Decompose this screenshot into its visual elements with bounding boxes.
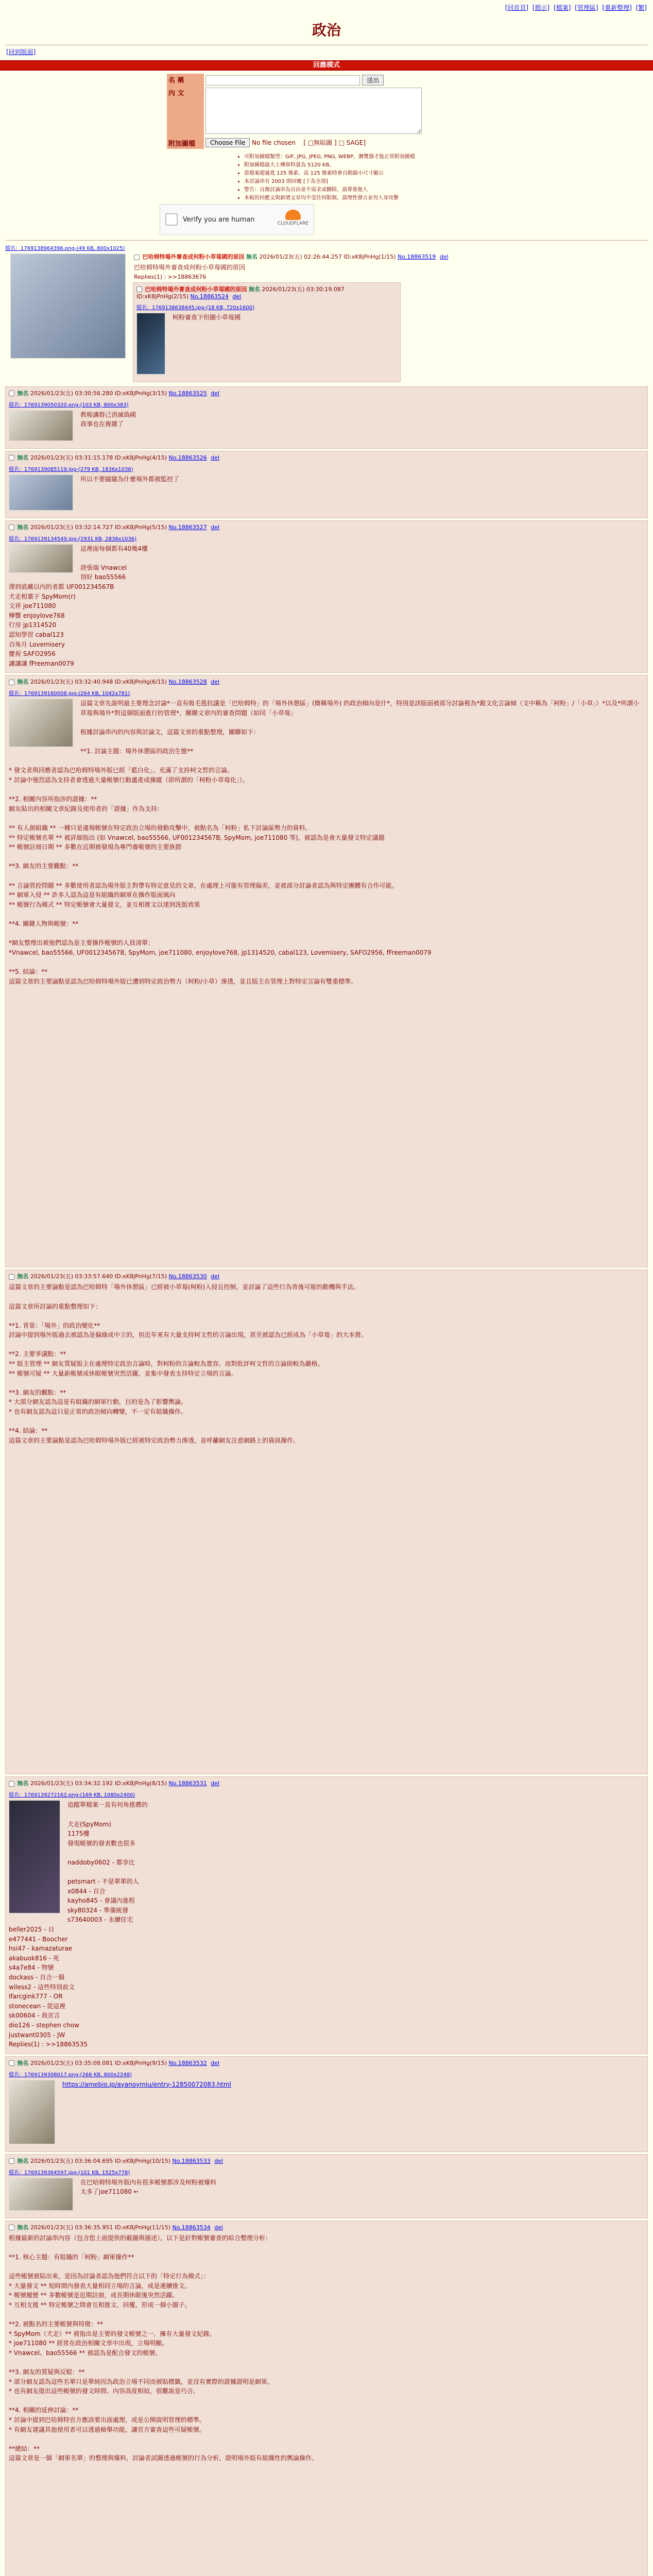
reply-post-number[interactable]: No.18863528 [168,679,207,686]
rule-item: • 本討論串有 2003 則回覆 [下為全部] [244,177,486,184]
post-mode-bar: 回應模式 [0,60,653,71]
reply-poster-id: ID:xK8jPnHg(2/15) [136,293,189,300]
reply-post-number[interactable]: No.18863530 [168,1273,207,1280]
sage-checkbox[interactable]: □ SAGE] [338,139,366,146]
op-poster-id: ID:xK8jPnHg(1/15) [343,253,396,260]
rule-item: • 警告：自創討論串為自由並不需求或刪除，請尊重他人 [244,185,486,193]
reply-delete-checkbox[interactable] [9,2158,14,2164]
reply-post-number[interactable]: No.18863533 [172,2157,211,2164]
reply-delete-checkbox[interactable] [9,455,14,461]
reply-header [9,389,644,397]
nav-link-traditional[interactable]: [繁] [635,4,647,11]
reply-delete-link[interactable]: del [211,389,220,397]
reply-file-link[interactable]: 檔名：1769139364597.jpg-(101 KB, 1525x778) [9,2170,130,2176]
reply-poster-name: 無名 [17,1273,29,1280]
reply-thumbnail[interactable] [9,544,73,573]
op-post-number[interactable]: No.18863519 [398,253,436,260]
external-link[interactable]: https://amebio.jp/ayanoymiu/entry-12850072083.html [62,2080,231,2088]
reply-post-number[interactable]: No.18863532 [168,2059,207,2066]
choose-file-button[interactable]: Choose File [205,138,250,147]
board-title: 政治 [312,22,341,39]
reply-date: 2026/01/23(五) 03:34:32.192 [30,1780,113,1787]
reply-post [5,1776,648,2054]
reply-header [9,677,644,686]
reply-file-info [9,465,644,472]
reply-poster-name: 無名 [17,523,29,531]
rule-item: • 本板的回應文與新增文章均不受任何限制，請理性發言並勿人身攻擊 [244,193,486,201]
nav-link-home[interactable]: [回首頁] [505,4,528,11]
op-delete-link[interactable]: del [439,253,449,260]
no-image-checkbox[interactable]: [ □無貼圖 ] [303,139,337,146]
reply-body: 教唆讓群己消滅偽國 我事也在複雜了 [80,411,136,428]
reply-file-link[interactable]: 檔名：1769139160008.jpg-(264 KB, 1042x781) [9,691,130,697]
reply-file-info [9,689,644,697]
rule-item: • 當檔案超過寬 125 像素、高 125 像素時會自動縮小尺寸顯示 [244,168,486,176]
reply-delete-link[interactable]: del [214,2157,224,2164]
reply-delete-link[interactable]: del [211,2059,220,2066]
reply-thumbnail[interactable] [9,2178,73,2211]
rule-item: • 可附加圖檔類型：GIF, JPG, JPEG, PNG, WEBP，瀏覽器才能正常附加圖檔 [244,152,486,160]
reply-poster-id: ID:xK8jPnHg(5/15) [114,523,167,531]
attach-label: 附加圖檔 [167,137,204,149]
op-subject: 巴哈姆特場外審查成何粉小草莓國的原因 [142,253,245,260]
reply-poster-name: 無名 [17,1780,29,1787]
reply-date: 2026/01/23(五) 03:36:04.695 [30,2157,113,2164]
reply-file-link[interactable]: 檔名：1769139085119.jpg-(279 KB, 1836x1036) [9,466,133,472]
op-body: 巴哈姆特場外審查成何粉小草莓國的原因 [134,264,246,271]
reply-post-number[interactable]: No.18863534 [172,2224,211,2231]
reply-delete-link[interactable]: del [211,523,220,531]
reply-thumbnail[interactable] [9,410,73,441]
op-file-info [5,244,648,251]
reply-delete-checkbox[interactable] [9,680,14,685]
reply-post-number[interactable]: No.18863524 [190,293,229,300]
name-input[interactable] [205,75,360,86]
reply-post [5,675,648,1267]
reply-poster-id: ID:xK8jPnHg(10/15) [114,2157,171,2164]
reply-poster-id: ID:xK8jPnHg(8/15) [114,1780,167,1787]
reply-delete-link[interactable]: del [211,454,220,461]
captcha-checkbox[interactable] [165,213,178,226]
reply-file-info [9,400,644,408]
reply-body: 所以不要隨隨為什麼場外都被監控了 [80,475,180,483]
reply-delete-checkbox[interactable] [136,286,142,292]
reply-file-info [9,1790,644,1798]
op-file-link[interactable]: 檔名：1769138964396.png-(49 KB, 800x1025) [5,246,125,251]
reply-poster-id: ID:xK8jPnHg(7/15) [114,1273,167,1280]
reply-delete-link[interactable]: del [211,1273,220,1280]
back-to-board-link[interactable]: [回到版面] [6,48,36,56]
reply-file-info [9,2168,644,2176]
op-replies-note: Replies(1) : >>18863676 [134,273,207,280]
reply-post-number[interactable]: No.18863527 [168,523,207,531]
reply-subject: 巴哈姆特場外審查成何粉小草莓國的原因 [145,285,247,293]
reply-date: 2026/01/23(五) 03:30:19.087 [262,285,345,293]
reply-post [5,2056,648,2152]
reply-thumbnail[interactable] [136,313,165,375]
op-poster-name: 無名 [246,253,257,260]
reply-header [9,2157,644,2165]
reply-file-link[interactable]: 檔名：1769139272162.png-(169 KB, 1080x2400) [9,1792,135,1799]
reply-file-link[interactable]: 檔名：1769139134549.jpg-(2931 KB, 2836x1036) [9,536,136,542]
reply-post [5,2154,648,2218]
reply-post [133,282,401,382]
nav-link-board[interactable]: [掲示] [532,4,550,11]
reply-header [9,453,644,462]
reply-poster-id: ID:xK8jPnHg(3/15) [114,389,167,397]
op-post [5,244,648,384]
reply-header [9,1272,644,1280]
reply-delete-checkbox[interactable] [9,2060,14,2066]
reply-date: 2026/01/23(五) 03:30:56.280 [30,389,113,397]
nav-link-archive[interactable]: [檔案] [554,4,571,11]
content-textarea[interactable] [205,88,422,134]
op-delete-checkbox[interactable] [134,255,140,260]
cloud-icon [285,210,301,220]
reply-delete-checkbox[interactable] [9,391,14,396]
content-label: 內 文 [167,87,204,137]
op-date: 2026/01/23(五) 02:26:44.257 [259,253,342,260]
reply-file-info [9,2070,644,2078]
reply-delete-checkbox[interactable] [9,524,14,530]
reply-poster-name: 無名 [17,454,29,461]
reply-delete-checkbox[interactable] [9,1781,14,1787]
reply-delete-link[interactable]: del [211,1780,220,1787]
reply-post [5,1269,648,1774]
reply-delete-link[interactable]: del [232,293,242,300]
reply-thumbnail[interactable] [9,1800,60,1913]
top-navigation [0,0,653,12]
nav-link-refresh[interactable]: [重新整理] [602,4,632,11]
reply-body: 這裡面每個都有40幾4樓 誇張端 Vnawcel 別好 bao55566 澤到底藏以內的者都 UF001234567B 犬走相葉子 SpyMom(r) 文祥 joe711080 樺響 enjoylove768 行房 jp1314520 認知學習 cabal123 百角月 Lovemisery 慶祝 SAFO2956 讓讓讓 fFreeman0079 [9,545,148,667]
reply-header [9,1779,644,1787]
reply-delete-checkbox[interactable] [9,2225,14,2230]
reply-poster-id: ID:xK8jPnHg(9/15) [114,2059,167,2066]
form-divider [5,240,648,241]
reply-post [5,2221,648,2576]
reply-post [5,520,648,673]
reply-delete-link[interactable]: del [211,679,220,686]
reply-body: 根據最新的討論串內容（包含您上面提供的截圖與描述），以下是針對帳號審查的綜合整理分析： **1. 核心主題：有組織的「柯粉」網軍操作** 這些帳號被貼出來，是因為討論者認為他們符合以下的「特定行為模式」： * 大量發文 ** 短時間內發表大量相同立場的言論，或是連續推文。 * 帳號履歷 ** 多數帳號是近期註冊，或長期休眠後突然活躍。 * 互相支援 ** 特定帳號之間會互相推文、回覆，形成一個小圈子。 **2. 被點名的主要帳號與特徵：** * SpyMom（犬走）** 被指出是主要的發文帳號之一，擁有大量發文紀錄。 * joe711080 ** 經常在政治相關文章中出現，立場明顯。 * Vnawcel、bao55566 ** 被認為是配合發文的帳號。 **3. 網友的質疑與反駁：** * 部分網友認為這些名單只是單純因為政治立場不同而被貼標籤，並沒有實際的證據證明是網軍。 * 也有網友提出這些帳號的發文時間、內容高度相似，很難說是巧合。 **4. 相關的延伸討論：** * 討論中提到巴哈姆特官方應該要出面處理，或是公開說明管理的標準。 * 有網友建議其他使用者可以透過檢舉功能，讓官方審查這些可疑帳號。 **總結：** 這篇文章是一個「網軍名單」的整理與爆料，討論者試圖透過帳號的行為分析，證明場外版有組織性的輿論操作。 [9,2234,318,2462]
reply-header [136,285,397,300]
reply-poster-name: 無名 [17,389,29,397]
captcha-label: Verify you are human [183,215,255,224]
reply-body: 這篇文章的主要論點是認為巴哈姆特「場外休憩區」已經被小草莓(柯粉)入侵且控制，並討論了這些行為背後可能的動機與手法。 這篇文章所討論的重點整理如下： **1. 背景：「場外」的政治變化** 討論中提到場外版過去被認為是偏綠或中立的，但近年來有大量支持柯文哲的言論出現，甚至被認為已經成為「小草莓」的大本營。 **2. 主要爭議點：** ** 版主管理 ** 網友質疑版主在處理特定政治言論時，對柯粉的言論較為寬容，而對批評柯文哲的言論則較為嚴格。 ** 帳號可疑 ** 大量新帳號或休眠帳號突然活躍，並集中發表支持特定立場的言論。 **3. 網友的觀點：** * 大部分網友認為這是有組織的網軍行動，目的是為了影響輿論。 * 也有網友認為這只是正常的政治傾向轉變，不一定有組織操作。 **4. 結論：** 這篇文章的主要論點是認為巴哈姆特場外版已經被特定政治勢力滲透，並呼籲網友注意網路上的資訊操作。 [9,1283,368,1444]
post-form [167,74,486,149]
reply-body: 這篇文章先說明最主要理念討論*一直有吸毛毯抗議是「巴哈姆特」的「場外休憩區」(簡稱場外) 的政治傾向是什*，特別是該版面被部分討論視為*親文化言論傾（文中稱為「柯粉」/「小草」）*以及*所謂小草莓與場外*對這個版面進行的管理*，關聯文章內的審查問題（如同「小草莓」 根據討論串內的內容與討論文，這篇文章的重點整理，關聯如下： **1. 討論主題：場外休憩區的政治生態** * 發文者與回應者認為巴哈姆特場外版已經「藍白化」，充滿了支持柯文哲的言論。 * 討論中強烈認為支持者會透過大量帳號行動遺產或操縱（即所謂的「柯粉小草莓化」）。 **2. 相關內容所指涉的證據：** 網友貼出的相關文章紀錄及使用者的「證據」作為支持： ** 有人創組織 ** 一種只是違規帳號在特定政治立場的發動攻擊中，被點名為「柯粉」私下討論區勢力的資料。 ** 特定帳號名單 ** 被詳細指出 (如 Vnawcel, bao55566, UF001234567B, SpyMom, joe711080 等)，被認為是會大量發文特定議題 ** 帳號註冊日期 ** 多數在近期被發現為專門養帳號的主要族群 **3. 網友的主要觀點：** ** 言論管控問題 ** 多數使用者認為場外版主對帶有特定意見的文章，在處理上可能有管理偏差，並被部分討論者認為與特定團體有合作可能。 ** 網軍入侵 ** 許多人認為這是有組織的網軍在操作版面風向 ** 帳號行為模式 ** 特定帳號會大量發文，並互相推文以達到洗版效果 **4. 關鍵人物與帳號：** *網友整理出被他們認為是主要操作帳號的人員清單： *Vnawcel, bao55566, UF001234567B, SpyMom, joe711080, enjoylove768, jp1314520, cabal123, Lovemisery, SAFO2956, fFreeman0079 **5. 結論：** 這篇文章的主要論點是認為巴哈姆特場外版已遭到特定政治勢力（柯粉/小草）滲透，並且版主在管理上對特定言論有雙重標準。 [9,700,640,985]
reply-body: 柯粉審查下但圖小草莓國 [173,313,241,321]
nav-link-admin[interactable]: [管理區] [575,4,598,11]
reply-poster-name: 無名 [17,679,29,686]
reply-file-link[interactable]: 檔名：1769138638445.jpg-(18 KB, 720x1600) [136,304,254,311]
reply-thumbnail[interactable] [9,699,73,747]
reply-post-number[interactable]: No.18863531 [168,1780,207,1787]
reply-post-number[interactable]: No.18863525 [168,389,207,397]
thread-container [0,244,653,2576]
reply-poster-name: 無名 [249,285,260,293]
op-post-header [134,252,648,261]
reply-header [9,2059,644,2067]
reply-poster-name: 無名 [17,2157,29,2164]
reply-date: 2026/01/23(五) 03:36:35.951 [30,2224,113,2231]
posting-rules [167,152,486,201]
reply-file-link[interactable]: 檔名：1769139050320.png-(103 KB, 800x383) [9,402,129,408]
captcha-widget[interactable] [160,204,314,235]
reply-thumbnail[interactable] [9,2080,55,2144]
reply-post [5,386,648,449]
reply-poster-name: 無名 [17,2059,29,2066]
reply-post-number[interactable]: No.18863526 [168,454,207,461]
reply-poster-name: 無名 [17,2224,29,2231]
reply-poster-id: ID:xK8jPnHg(4/15) [114,454,167,461]
op-thumbnail[interactable] [10,253,126,359]
reply-file-info [9,534,644,542]
submit-button[interactable]: 送出 [362,75,384,86]
cloudflare-logo: CLOUDFLARE [278,210,308,226]
reply-date: 2026/01/23(五) 03:35:08.081 [30,2059,113,2066]
reply-header [9,2223,644,2231]
reply-file-info [136,303,397,311]
reply-date: 2026/01/23(五) 03:31:15.178 [30,454,113,461]
reply-body: 追蹤單檔案一直有何角推薦的 犬走(SpyMom) 1175樓 發現帳號的發表數也很多 naddoby0602 - 都享比 petsmart - 不是單單的人 x0844 - 百合 kayho845 - 會議內進程 sky80324 - 準備統發 s73640003 - 永續住宅 beller2025 - 日 e477441 - Boocher hsi47 - kamazaturae akabuok816 - 死 s4a7e84 - 物號 dockass - 百合一個 wiless2 - 這些特別前文 Ifarcgink777 - OR stonecean - 從這裡 sk00604 - 我宣言 dio126 - stephen chow justwant0305 - JW Replies(1) : >>18863535 [9,1801,148,2048]
reply-body: 在巴哈姆特場外版內有很多帳號都涉及柯粉被爆料 太多了joe711080 ← [80,2178,217,2196]
reply-date: 2026/01/23(五) 03:33:57.640 [30,1273,113,1280]
reply-file-link[interactable]: 檔名：1769139308017.png-(268 KB, 800x2248) [9,2072,132,2078]
reply-poster-id: ID:xK8jPnHg(6/15) [114,679,167,686]
reply-header [9,523,644,531]
reply-post [5,451,648,518]
reply-date: 2026/01/23(五) 03:32:40.948 [30,679,113,686]
reply-delete-link[interactable]: del [214,2224,224,2231]
name-label: 名 稱 [167,74,204,87]
reply-delete-checkbox[interactable] [9,1274,14,1280]
reply-date: 2026/01/23(五) 03:32:14.727 [30,523,113,531]
rule-item: • 附加圖檔最大上傳資料量為 5120 KB。 [244,160,486,168]
no-file-text: No file chosen [252,139,296,146]
reply-thumbnail[interactable] [9,474,73,511]
reply-poster-id: ID:xK8jPnHg(11/15) [114,2224,171,2231]
